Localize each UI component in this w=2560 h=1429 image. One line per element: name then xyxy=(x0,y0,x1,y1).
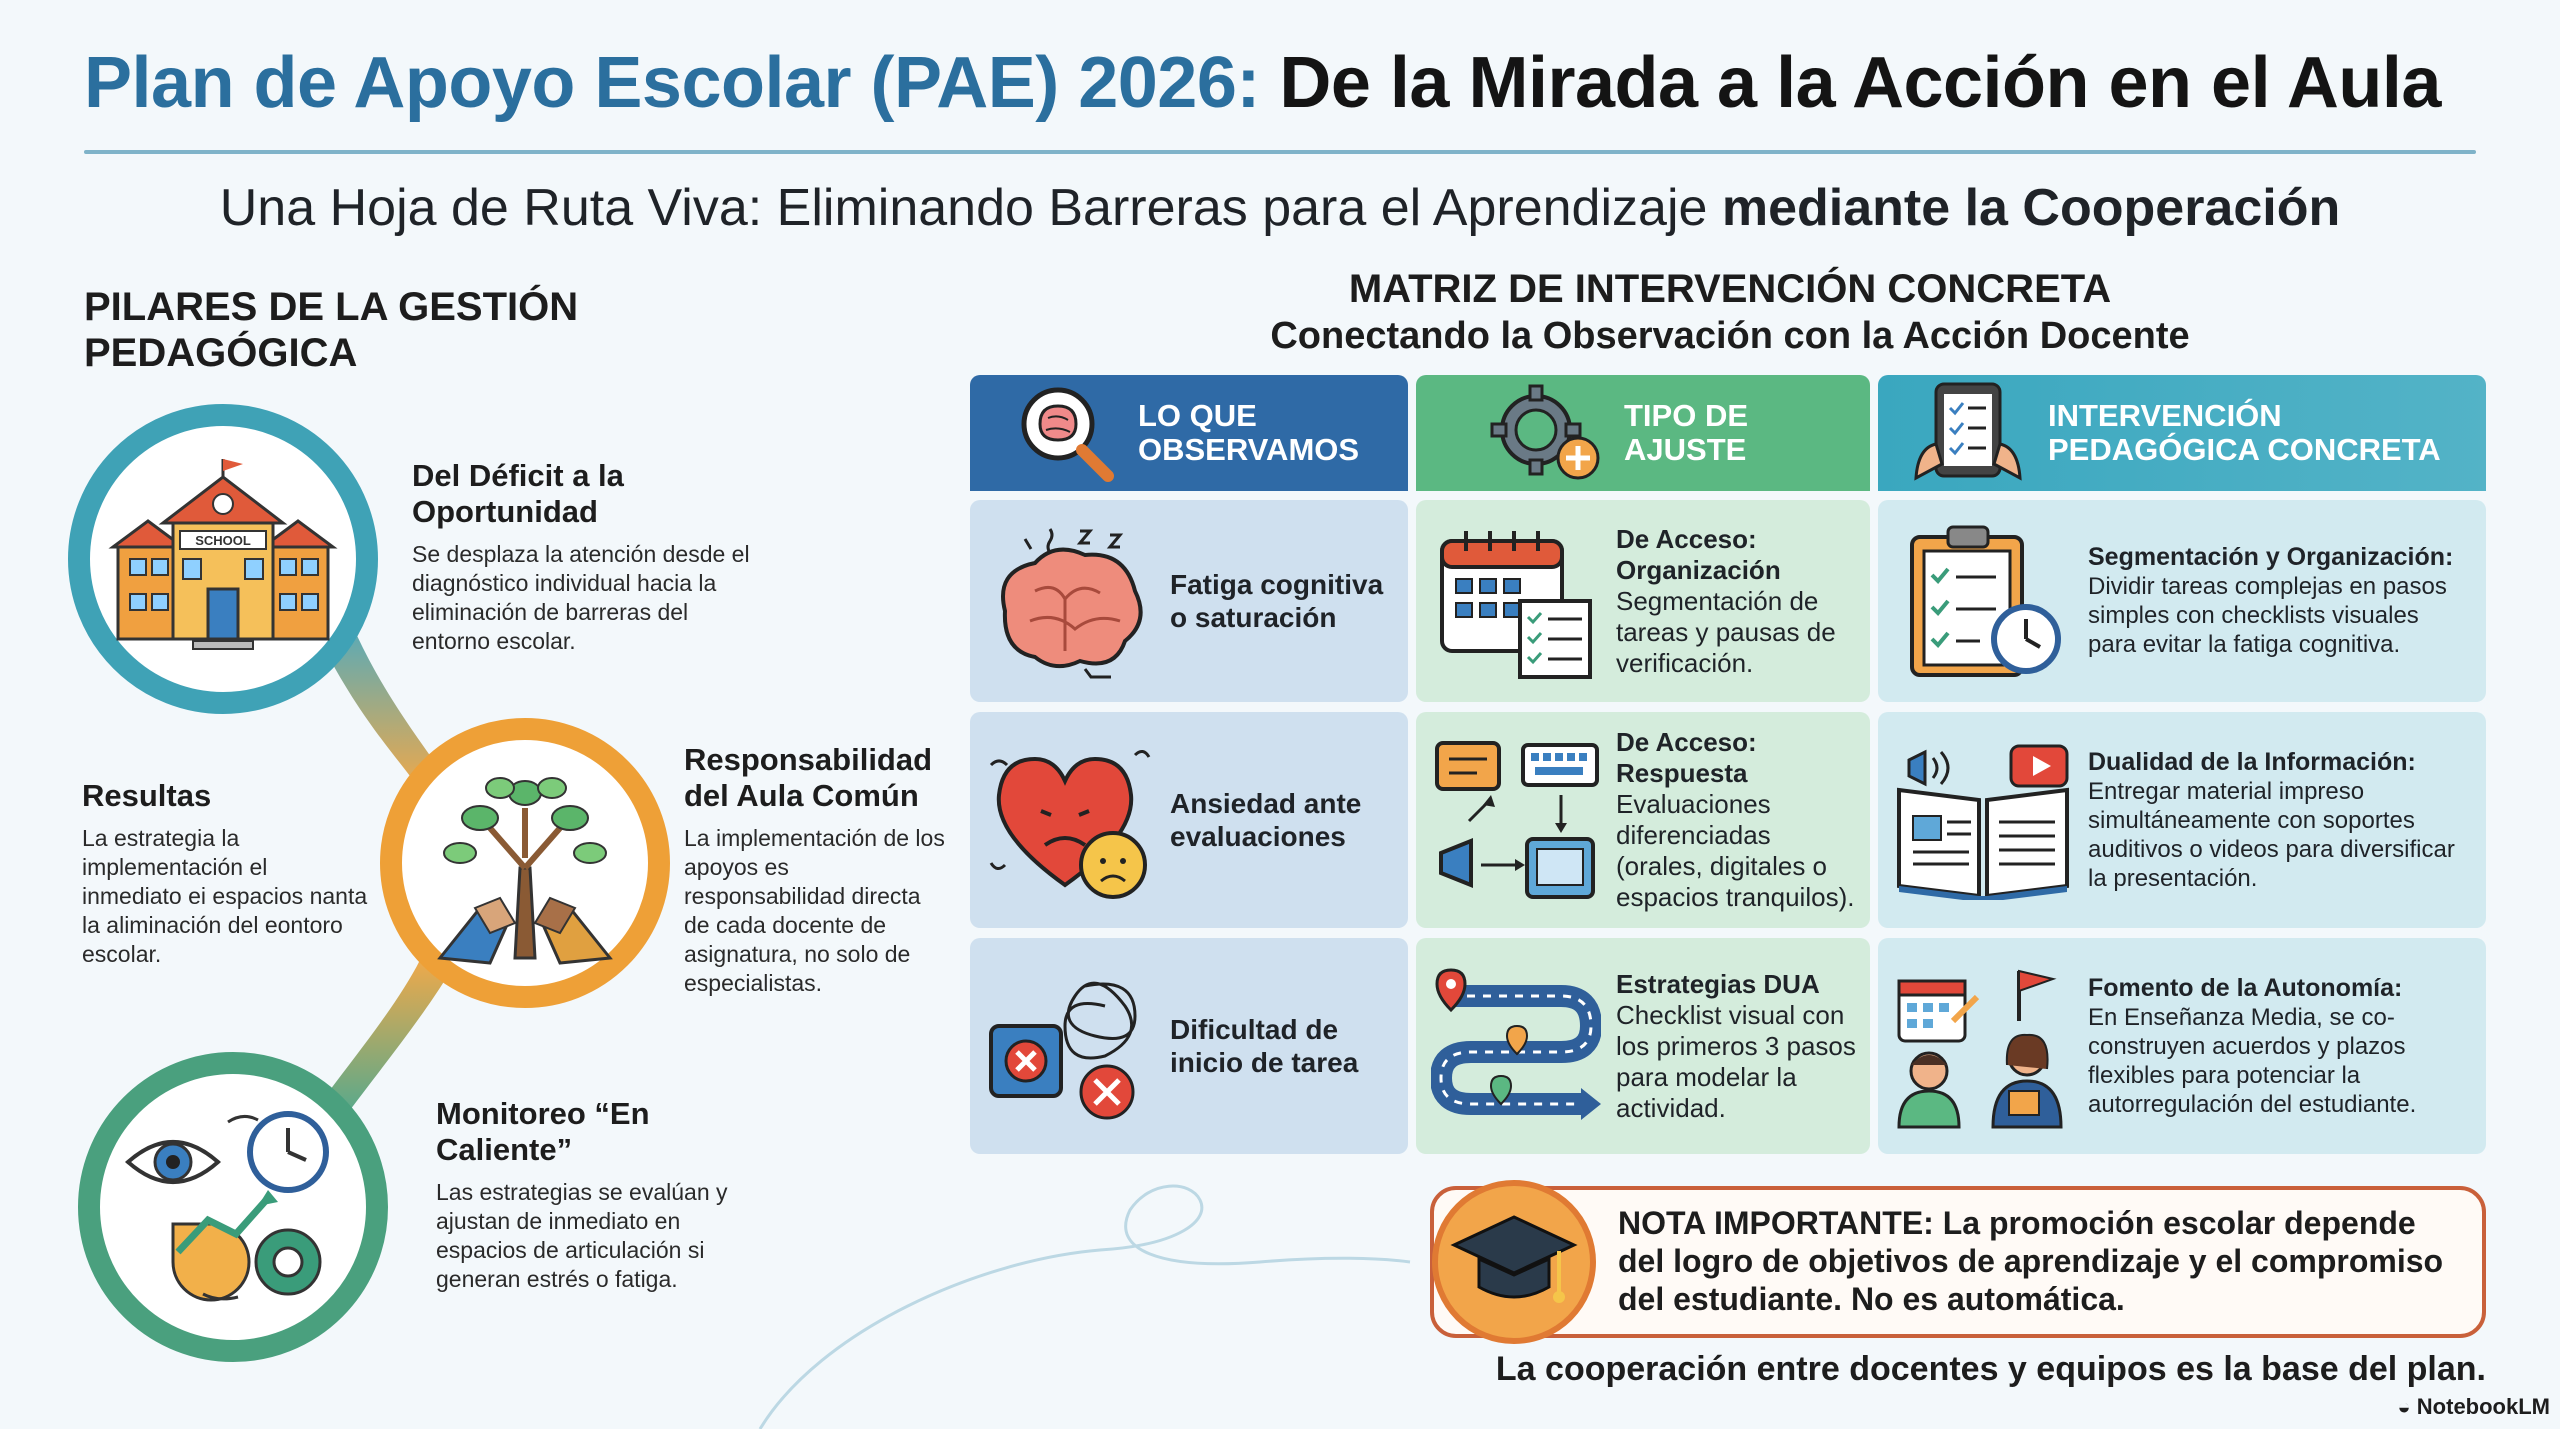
title-part-2: De la Mirada a la Acción en el Aula xyxy=(1279,43,2441,123)
row-3-intervention-label: Fomento de la Autonomía: xyxy=(2088,973,2403,1002)
row-3-adjust-text xyxy=(1616,969,1856,1124)
footer-text: La cooperación entre docentes y equipos es la base del plan. xyxy=(1495,1350,2486,1388)
brand-name: NotebookLM xyxy=(2416,1394,2550,1419)
svg-text:SCHOOL: SCHOOL xyxy=(195,533,251,548)
row-1-intervention-label: Segmentación y Organización: xyxy=(2088,543,2454,571)
important-note-text: NOTA IMPORTANTE: La promoción escolar depende del logro de objetivos de aprendizaje y el compromiso del estudiante. No es automática. xyxy=(1618,1205,2444,1317)
results-text: La estrategia la implementación el inmediato ei espacios nanta la aliminación del eontoro escolar. xyxy=(82,825,368,967)
row-3-intervention xyxy=(1878,938,2486,1154)
row-2-adjust-label: De Acceso: Respuesta xyxy=(1616,727,1757,788)
row-1-observation-text: Fatiga cognitiva o saturación xyxy=(1170,569,1384,633)
anxious-heart-icon xyxy=(985,735,1155,905)
pillar-2-circle xyxy=(380,718,670,1008)
row-2-adjust-text xyxy=(1616,727,1856,913)
tired-brain-icon xyxy=(985,521,1155,681)
gear-plus-icon xyxy=(1486,378,1606,488)
matrix-header-observation-label: LO QUE OBSERVAMOS xyxy=(1138,398,1360,467)
clipboard-clock-icon xyxy=(1898,521,2068,681)
row-2-observation-text: Ansiedad ante evaluaciones xyxy=(1170,788,1362,852)
row-3-adjust xyxy=(1416,938,1870,1154)
pillars-heading: PILARES DE LA GESTIÓN PEDAGÓGICA xyxy=(84,285,579,375)
row-2-intervention-text xyxy=(2088,748,2468,893)
winding-path-icon xyxy=(1431,966,1601,1126)
tangle-cross-icon xyxy=(985,966,1155,1126)
row-2-intervention-label: Dualidad de la Información: xyxy=(2088,747,2416,776)
row-3-adjust-detail: Checklist visual con los primeros 3 pasos para modelar la actividad. xyxy=(1616,999,1856,1123)
pillar-3-title: Monitoreo “En Caliente” xyxy=(436,1096,650,1167)
row-1-adjust-text xyxy=(1616,524,1846,679)
graduation-cap-icon xyxy=(1449,1207,1579,1317)
row-2-observation xyxy=(970,712,1408,928)
matrix-header-observation xyxy=(970,375,1408,491)
pillar-1-text: Se desplaza la atención desde el diagnóstico individual hacia la eliminación de barreras del entorno escolar. xyxy=(412,541,750,654)
title-part-1: Plan de Apoyo Escolar (PAE) 2026: xyxy=(84,43,1260,123)
note-badge xyxy=(1432,1180,1596,1344)
pillar-2-title: Responsabilidad del Aula Común xyxy=(684,742,933,813)
row-2-adjust xyxy=(1416,712,1870,928)
row-2-intervention-detail: Entregar material impreso simultáneamente con soportes auditivos o videos para diversificar la presentación. xyxy=(2088,777,2455,892)
row-3-adjust-label: Estrategias DUA xyxy=(1616,968,1820,999)
book-media-icon xyxy=(1893,740,2073,900)
results-title: Resultas xyxy=(82,778,212,813)
pillar-3-block xyxy=(436,1096,752,1294)
pillar-3-text: Las estrategias se evalúan y ajustan de inmediato en espacios de articulación si generan estrés o fatiga. xyxy=(436,1179,728,1292)
row-1-intervention-text xyxy=(2088,543,2468,659)
tree-hands-icon xyxy=(420,758,630,968)
pillar-3-circle xyxy=(78,1052,388,1362)
brand-logo-icon: ◒ xyxy=(2397,1394,2417,1419)
subtitle-part-1: Una Hoja de Ruta Viva: Eliminando Barreras para el Aprendizaje xyxy=(219,179,1708,237)
row-3-intervention-detail: En Enseñanza Media, se co-construyen acuerdos y plazos flexibles para potenciar la autorregulación del estudiante. xyxy=(2088,1003,2417,1118)
matrix-header-intervention xyxy=(1878,375,2486,491)
row-1-adjust xyxy=(1416,500,1870,702)
row-3-observation xyxy=(970,938,1408,1154)
row-2-intervention xyxy=(1878,712,2486,928)
row-1-observation xyxy=(970,500,1408,702)
matrix-title: MATRIZ DE INTERVENCIÓN CONCRETA xyxy=(1348,267,2112,311)
pillar-1-title: Del Déficit a la Oportunidad xyxy=(412,458,624,529)
results-block xyxy=(82,778,372,969)
monitoring-cycle-icon xyxy=(118,1102,348,1312)
row-2-adjust-detail: Evaluaciones diferenciadas (orales, digitales o espacios tranquilos). xyxy=(1616,789,1855,912)
tablet-checklist-icon xyxy=(1908,378,2028,488)
row-1-adjust-detail: Segmentación de tareas y pausas de verificación. xyxy=(1616,585,1836,678)
magnifier-brain-icon xyxy=(1010,378,1120,488)
pillar-2-block xyxy=(684,742,950,998)
pillar-1-block xyxy=(412,458,772,656)
row-1-adjust-label: De Acceso: Organización xyxy=(1616,523,1781,585)
brand-label xyxy=(2360,1394,2550,1420)
pillar-1-circle xyxy=(68,404,378,714)
matrix-header-adjust xyxy=(1416,375,1870,491)
row-1-intervention xyxy=(1878,500,2486,702)
students-goal-icon xyxy=(1893,961,2073,1131)
calendar-checklist-icon xyxy=(1436,521,1596,681)
row-3-intervention-text xyxy=(2088,974,2468,1119)
row-3-observation-text: Dificultad de inicio de tarea xyxy=(1170,1014,1359,1078)
matrix-subtitle: Conectando la Observación con la Acción Docente xyxy=(1270,315,2190,357)
subtitle-part-2: mediante la Cooperación xyxy=(1721,179,2341,237)
matrix-header-intervention-label: INTERVENCIÓN PEDAGÓGICA CONCRETA xyxy=(2048,398,2441,467)
matrix-header-adjust-label: TIPO DE AJUSTE xyxy=(1624,398,1749,467)
row-1-intervention-detail: Dividir tareas complejas en pasos simples con checklists visuales para evitar la fatiga cognitiva. xyxy=(2088,573,2447,658)
school-icon xyxy=(108,459,338,659)
pillar-2-text: La implementación de los apoyos es responsabilidad directa de cada docente de asignatura, no solo de especialistas. xyxy=(684,825,945,996)
response-options-icon xyxy=(1431,735,1601,905)
